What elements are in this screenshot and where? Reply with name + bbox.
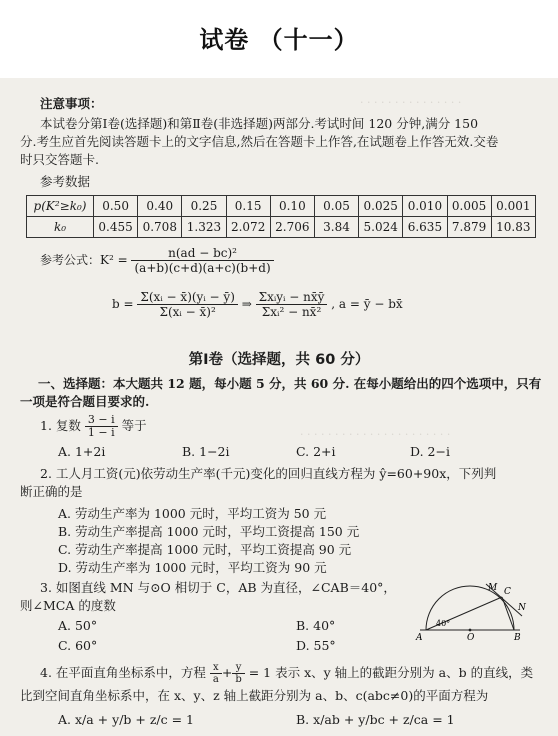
formula-b-label: b =	[112, 297, 134, 311]
table-cell: k₀	[27, 217, 94, 238]
circle-tangent-figure	[410, 580, 530, 642]
table-cell: 0.05	[314, 196, 358, 217]
table-cell: 1.323	[182, 217, 226, 238]
option-letter: B.	[296, 712, 310, 727]
table-cell: 0.40	[138, 196, 182, 217]
label-o: O	[467, 633, 475, 642]
q1-fraction	[85, 414, 118, 439]
table-cell: 10.83	[491, 217, 535, 238]
option-a: A. 劳动生产率为 1000 元时，平均工资为 50 元	[58, 506, 327, 521]
option-b	[296, 712, 455, 727]
table-cell: 2.072	[226, 217, 270, 238]
q1-stem-start: 1. 复数	[40, 418, 81, 433]
question-3-stem: 则∠MCA 的度数	[20, 598, 116, 613]
fraction-denominator: (a+b)(c+d)(a+c)(b+d)	[134, 261, 271, 275]
option-c: C. 60°	[58, 638, 98, 653]
fraction-denominator: Σ(xᵢ − x̄)²	[159, 305, 216, 319]
fraction-numerator: x	[210, 662, 222, 674]
fraction-denominator: b	[235, 674, 242, 685]
option-d: D. 2−i	[410, 444, 450, 459]
table-cell: 0.50	[94, 196, 138, 217]
fraction-denominator: Σxᵢ² − nx̄²	[261, 305, 322, 319]
table-cell: 7.879	[447, 217, 491, 238]
label-m: M	[488, 583, 498, 593]
table-cell: 0.010	[403, 196, 447, 217]
fraction-numerator: Σxᵢyᵢ − nx̄ȳ	[256, 290, 328, 305]
option-c: C. 2+i	[296, 444, 336, 459]
option-d: D. 劳动生产率为 1000 元时，平均工资为 90 元	[58, 560, 327, 575]
q4-eq-rhs: = 1	[248, 665, 272, 680]
option-b: B. 1−2i	[182, 444, 230, 459]
option-equation: x/a + y/b + z/c = 1	[75, 712, 195, 727]
formula-fraction	[131, 246, 273, 275]
table-cell: 3.84	[314, 217, 358, 238]
table-cell: 0.001	[491, 196, 535, 217]
notice-line: 时只交答题卡.	[20, 152, 99, 167]
title-band	[0, 0, 558, 78]
option-b: B. 劳动生产率提高 1000 元时，平均工资提高 150 元	[58, 524, 360, 539]
formula-label: 参考公式：K² =	[40, 253, 128, 267]
fraction-numerator: Σ(xᵢ − x̄)(yᵢ − ȳ)	[137, 290, 238, 305]
table-row	[27, 196, 536, 217]
formula-fraction	[137, 290, 238, 319]
table-cell: 0.455	[94, 217, 138, 238]
question-4-stem: 比到空间直角坐标系中，在 x、y、z 轴上截距分别为 a、b、c(abc≠0)的平面方程为	[20, 688, 489, 703]
q4-stem-end: 表示 x、y 轴上的截距分别为 a、b 的直线，类	[275, 665, 534, 680]
table-cell: 0.10	[270, 196, 314, 217]
label-a: A	[416, 633, 423, 642]
table-cell: 2.706	[270, 217, 314, 238]
table-cell: 6.635	[403, 217, 447, 238]
question-4-stem: 4. 在平面直角坐标系中，方程 $\frac{x}{a}$ + $\frac{y}{b}$ = 1 表示 x、y 轴上的截距分别为 a、b 的直线，类	[40, 662, 534, 685]
page-title: 试卷 （十一）	[199, 26, 359, 54]
notice-line: 分.考生应首先阅读答题卡上的文字信息,然后在答题卡上作答,在试题卷上作答无效.交卷	[20, 134, 499, 149]
option-a: A. 50°	[58, 618, 98, 633]
table-row	[27, 217, 536, 238]
fraction-numerator: y	[232, 662, 244, 674]
reference-table	[26, 195, 536, 238]
table-cell: 0.25	[182, 196, 226, 217]
option-equation: x/ab + y/bc + z/ca = 1	[313, 712, 455, 727]
option-a	[58, 712, 194, 727]
question-3-stem: 3. 如图直线 MN 与⊙O 相切于 C，AB 为直径，∠CAB＝40°，	[40, 580, 396, 595]
table-cell: 0.025	[359, 196, 403, 217]
question-2-stem: 断正确的是	[20, 484, 83, 499]
option-b: B. 40°	[296, 618, 336, 633]
label-c: C	[504, 587, 511, 597]
table-cell: p(K²≥k₀)	[27, 196, 94, 217]
question-1-stem	[40, 414, 147, 439]
formula-a: , a = ȳ − bx̄	[331, 297, 403, 311]
q4-fraction-y	[232, 662, 244, 685]
option-letter: A.	[58, 712, 72, 727]
option-d: D. 55°	[296, 638, 336, 653]
table-cell: 0.15	[226, 196, 270, 217]
q1-stem-end: 等于	[121, 418, 147, 433]
section-intro: 一、选择题：本大题共 12 题，每小题 5 分，共 60 分. 在每小题给出的四个选项中，只有	[38, 376, 542, 391]
show-through-text: · · · · · · · · · · · · · · · · · · · · · ·	[300, 428, 451, 441]
table-cell: 0.708	[138, 217, 182, 238]
label-b: B	[514, 633, 521, 642]
chord-bc	[502, 597, 514, 630]
q4-stem-start: 4. 在平面直角坐标系中，方程	[40, 665, 206, 680]
label-n: N	[518, 603, 526, 613]
formula-fraction	[256, 290, 328, 319]
table-cell: 5.024	[359, 217, 403, 238]
fraction-denominator: 1 − i	[87, 426, 115, 439]
notice-heading: 注意事项：	[40, 96, 103, 111]
fraction-numerator: n(ad − bc)²	[131, 246, 273, 261]
fraction-denominator: a	[212, 674, 219, 685]
q4-fraction-x	[210, 662, 222, 685]
show-through-text: · · · · · · · · · · · · · · ·	[360, 96, 462, 109]
fraction-numerator: 3 − i	[85, 414, 118, 427]
notice-line: 本试卷分第Ⅰ卷(选择题)和第Ⅱ卷(非选择题)两部分.考试时间 120 分钟,满分 150	[40, 116, 479, 131]
formula-b	[112, 290, 403, 319]
center-point	[469, 629, 472, 632]
table-cell: 0.005	[447, 196, 491, 217]
reference-heading: 参考数据	[40, 174, 91, 189]
label-angle: 40°	[436, 619, 451, 628]
implies-symbol: ⇒	[241, 297, 252, 311]
question-2-stem: 2. 工人月工资(元)依劳动生产率(千元)变化的回归直线方程为 ŷ=60+90x，下列判	[40, 466, 497, 481]
section-intro: 一项是符合题目要求的.	[20, 394, 150, 409]
section-title: 第Ⅰ卷（选择题，共 60 分）	[188, 352, 370, 368]
formula-k2	[40, 246, 274, 275]
option-a: A. 1+2i	[58, 444, 106, 459]
option-c: C. 劳动生产率提高 1000 元时，平均工资提高 90 元	[58, 542, 352, 557]
